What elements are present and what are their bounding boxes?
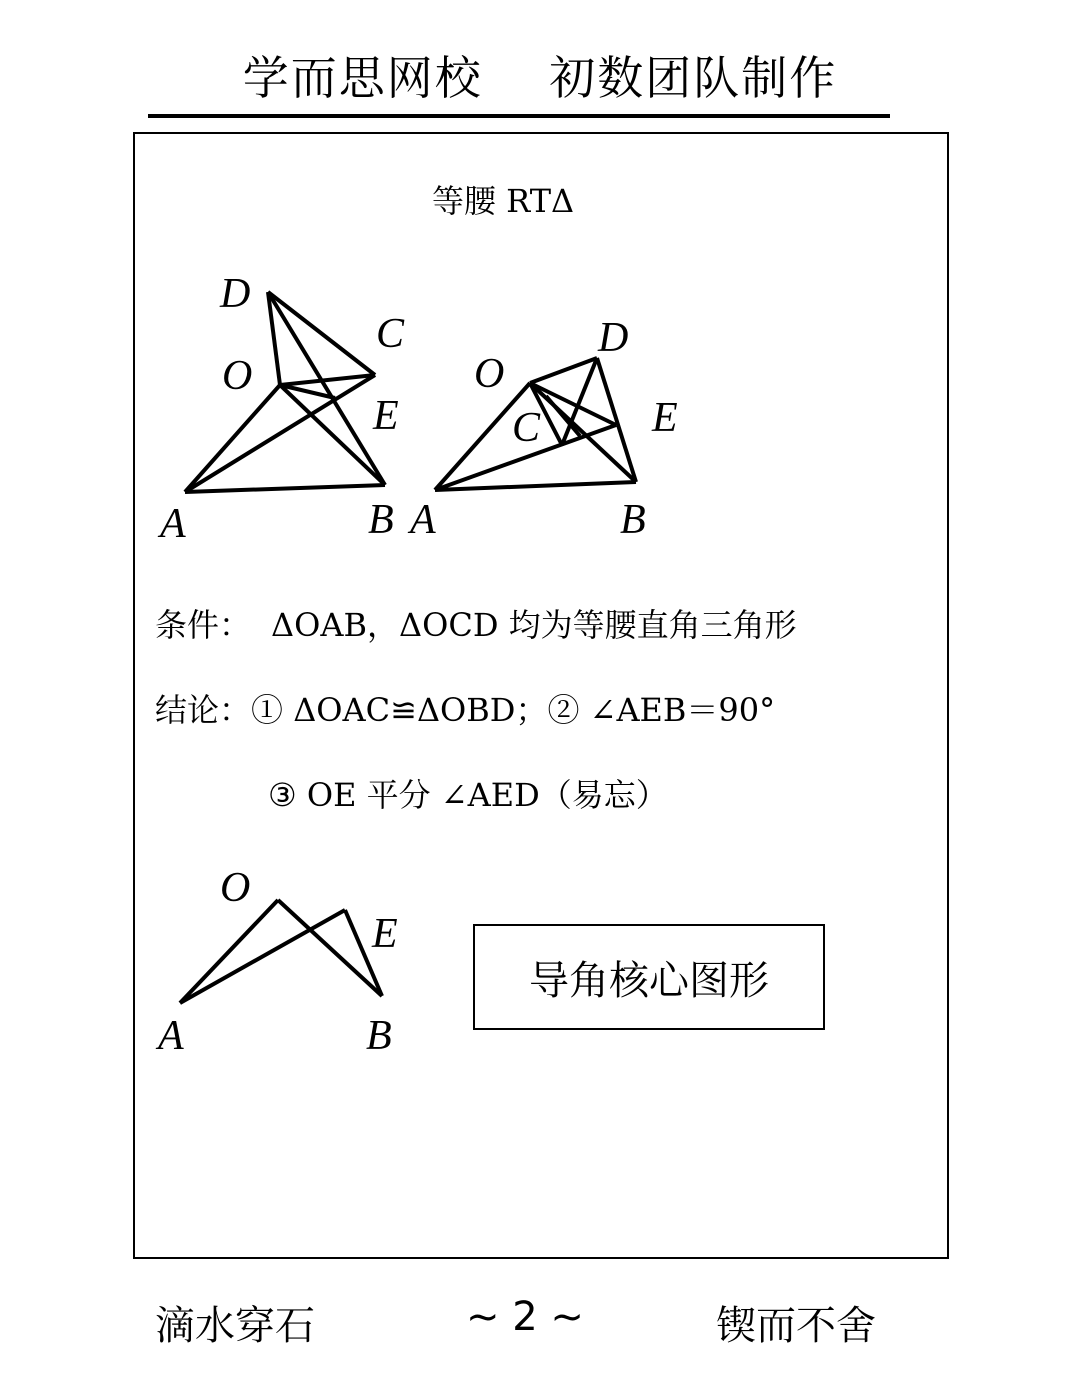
footer-right: 锲而不舍	[716, 1303, 876, 1349]
footer-page-number: ~ 2 ~	[466, 1294, 584, 1340]
page-header-title: 学而思网校 初数团队制作	[242, 51, 838, 105]
footer-left: 滴水穿石	[155, 1303, 315, 1349]
fig2-label-b: B	[620, 497, 646, 543]
fig3-segment-ao	[180, 900, 278, 1003]
fig3-label-e: E	[372, 911, 398, 957]
conclusion-item-1: ① ΔOAC≌ΔOBD；② ∠AEB＝90°	[251, 691, 776, 729]
fig1-segment-ab	[185, 485, 385, 492]
conclusion-label: 结论：	[155, 691, 252, 729]
condition-text: ΔOAB，ΔOCD 均为等腰直角三角形	[271, 606, 797, 644]
fig1-label-c: C	[376, 311, 405, 357]
fig2-label-o: O	[474, 351, 505, 397]
fig1-segment-ao	[185, 385, 280, 492]
fig3-label-a: A	[158, 1013, 184, 1059]
fig1-label-a: A	[160, 501, 186, 547]
fig3-segment-ae	[180, 910, 345, 1003]
figure-1	[185, 292, 385, 492]
fig1-segment-ac	[185, 375, 375, 492]
fig1-label-d: D	[220, 271, 251, 317]
fig3-label-b: B	[366, 1013, 392, 1059]
fig3-segment-ob	[278, 900, 382, 996]
fig1-segment-dc	[268, 292, 375, 375]
fig2-label-a: A	[410, 497, 436, 543]
fig1-label-o: O	[222, 353, 253, 399]
fig3-label-o: O	[220, 865, 251, 911]
condition-label: 条件：	[155, 606, 252, 644]
fig2-label-e: E	[652, 395, 678, 441]
conclusion-line-2: ③ OE 平分 ∠AED（易忘）	[268, 776, 668, 814]
fig2-label-c: C	[512, 405, 541, 451]
core-figure-box: 导角核心图形	[473, 924, 825, 1030]
figure-3	[180, 900, 382, 1003]
fig1-label-e: E	[373, 393, 399, 439]
fig2-label-d: D	[598, 315, 629, 361]
fig2-segment-ab	[435, 482, 636, 490]
fig1-label-b: B	[368, 497, 394, 543]
conclusion-line-1	[155, 685, 775, 731]
condition-line	[155, 600, 797, 646]
section-heading: 等腰 RTΔ	[432, 182, 575, 220]
